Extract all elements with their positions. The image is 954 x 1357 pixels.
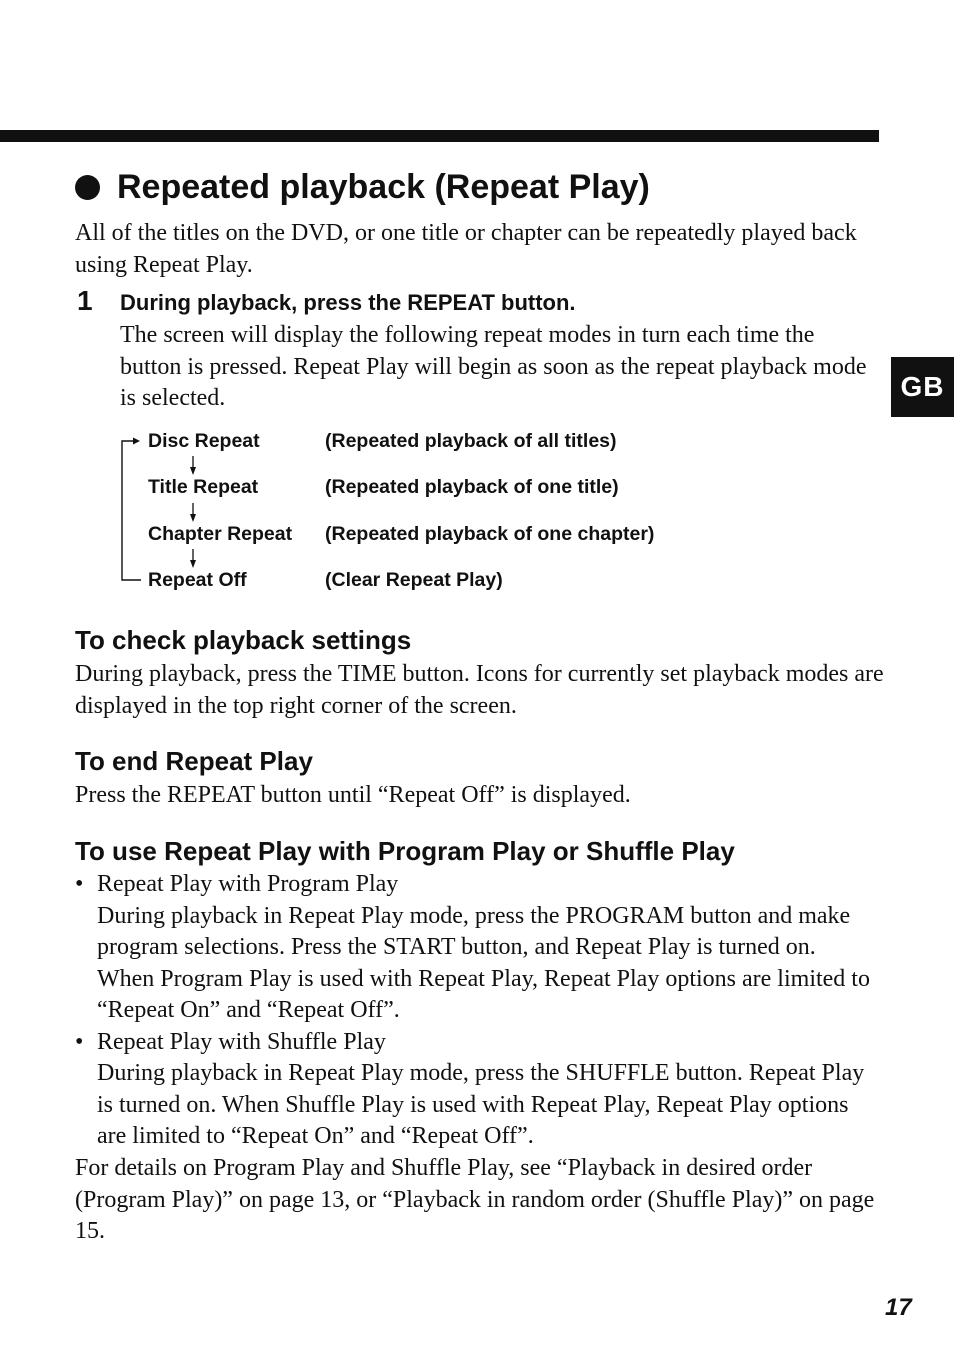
mode-name: Repeat Off [148,569,247,591]
list-item-body: During playback in Repeat Play mode, press the SHUFFLE button. Repeat Play is turned on. When Shuffle Play is used with Repeat Play, Repeat Play options are limited to “Repeat On” and “Repeat Off”. [97,1060,865,1149]
mode-name: Title Repeat [148,476,259,498]
list-item [75,869,875,1027]
repeat-mode-cycle-diagram [118,425,738,600]
combine-list [75,869,875,1153]
mode-description: (Repeated playback of one title) [325,476,619,498]
language-tab: GB [891,357,954,417]
bullet-icon: • [75,871,84,897]
page-number: 17 [885,1294,912,1321]
details-paragraph: For details on Program Play and Shuffle Play, see “Playback in desired order (Program Play)” on page 13, or “Playback in random order (Shuffle Play)” on page 15. [75,1155,875,1244]
mode-name: Chapter Repeat [148,523,293,545]
bullet-icon: • [75,1028,84,1055]
mode-row [148,472,748,502]
combine-heading: To use Repeat Play with Program Play or Shuffle Play [75,836,735,866]
mode-row [148,565,748,595]
check-settings-body: During playback, press the TIME button. Icons for currently set playback modes are displayed in the top right corner of the screen. [75,661,884,719]
mode-row [148,426,748,456]
mode-description: (Repeated playback of one chapter) [325,523,655,545]
step-number: 1 [77,285,93,316]
page-title [75,165,650,209]
list-item-label: Repeat Play with Shuffle Play [97,1028,386,1055]
step-title: During playback, press the REPEAT button. [120,290,576,315]
mode-description: (Clear Repeat Play) [325,569,503,591]
mode-name: Disc Repeat [148,430,260,452]
cycle-loop-arrow-icon [118,425,148,600]
end-repeat-heading: To end Repeat Play [75,746,313,776]
list-item [75,1027,875,1153]
bullet-circle-icon [75,175,100,200]
page-title-text: Repeated playback (Repeat Play) [117,168,650,206]
intro-paragraph: All of the titles on the DVD, or one title or chapter can be repeatedly played back using Repeat Play. [75,220,857,278]
mode-row [148,519,748,549]
list-item-body: During playback in Repeat Play mode, press the PROGRAM button and make program selections. Press the START button, and Repeat Play is turned on. When Program Play is used with Repeat Play, Repeat Play options are limited to “Repeat On” and “Repeat Off”. [97,902,870,1023]
mode-description: (Repeated playback of all titles) [325,430,617,452]
list-item-label: Repeat Play with Program Play [97,871,399,897]
top-rule [0,130,879,142]
check-settings-heading: To check playback settings [75,625,412,655]
end-repeat-body: Press the REPEAT button until “Repeat Off” is displayed. [75,782,631,808]
step-body: The screen will display the following repeat modes in turn each time the button is pressed. Repeat Play will begin as soon as the repeat playback mode is selected. [120,322,867,411]
